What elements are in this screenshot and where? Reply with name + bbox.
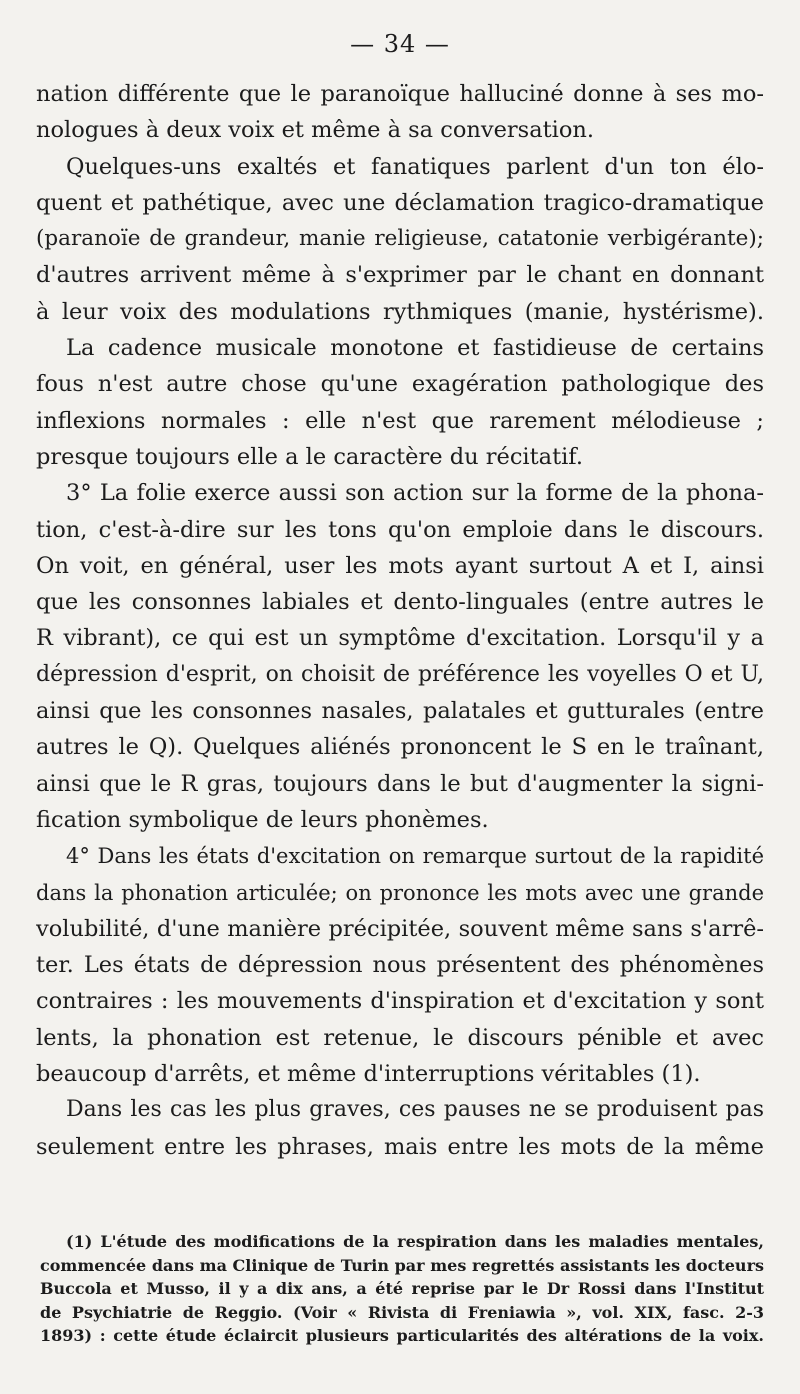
- text-line: ter. Les états de dépression nous présentent des phénomènes: [36, 952, 764, 979]
- text-line: ainsi que les consonnes nasales, palatales et gutturales (entre: [36, 698, 764, 725]
- text-line: dépression d'esprit, on choisit de préférence les voyelles O et U,: [36, 661, 764, 687]
- text-line: tion, c'est-à-dire sur les tons qu'on emploie dans le discours.: [36, 516, 764, 543]
- text-line: ainsi que le R gras, toujours dans le but d'augmenter la signi-: [36, 770, 764, 797]
- text-line: R vibrant), ce qui est un symptôme d'excitation. Lorsqu'il y a: [36, 625, 764, 652]
- text-line: La cadence musicale monotone et fastidieuse de certains: [66, 335, 764, 362]
- text-line: (paranoïe de grandeur, manie religieuse, catatonie verbigérante);: [36, 226, 764, 252]
- text-line: 3° La folie exerce aussi son action sur la forme de la phona-: [66, 480, 764, 507]
- text-line: dans la phonation articulée; on prononce les mots avec une grande: [36, 880, 764, 905]
- text-line: lents, la phonation est retenue, le discours pénible et avec: [36, 1024, 764, 1051]
- text-line: beaucoup d'arrêts, et même d'interruptions véritables (1).: [36, 1061, 701, 1088]
- text-line: d'autres arrivent même à s'exprimer par le chant en donnant: [36, 262, 764, 289]
- text-line: quent et pathétique, avec une déclamation tragico-dramatique: [36, 189, 764, 216]
- text-line: volubilité, d'une manière précipitée, souvent même sans s'arrê-: [36, 915, 764, 942]
- footnote-line: de Psychiatrie de Reggio. (Voir « Rivista di Freniawia », vol. XIX, fasc. 2-3: [40, 1302, 764, 1322]
- footnote-line: commencée dans ma Clinique de Turin par mes regrettés assistants les docteurs: [40, 1255, 764, 1275]
- text-line: seulement entre les phrases, mais entre les mots de la même: [36, 1133, 764, 1160]
- page-number: — 34 —: [350, 30, 450, 58]
- text-line: On voit, en général, user les mots ayant surtout A et I, ainsi: [36, 552, 764, 579]
- footnote: [40, 1230, 764, 1348]
- text-line: fication symbolique de leurs phonèmes.: [36, 806, 489, 833]
- footnote-line: Buccola et Musso, il y a dix ans, a été reprise par le Dr Rossi dans l'Institut: [40, 1279, 764, 1298]
- text-line: Quelques-uns exaltés et fanatiques parlent d'un ton élo-: [66, 153, 764, 180]
- footnote-line: (1) L'étude des modifications de la respiration dans les maladies mentales,: [66, 1232, 764, 1251]
- text-line: que les consonnes labiales et dento-linguales (entre autres le: [36, 589, 764, 616]
- footnote-line: 1893) : cette étude éclaircit plusieurs particularités des altérations de la voix.: [40, 1326, 764, 1345]
- body-text: [36, 76, 764, 1165]
- text-line: Dans les cas les plus graves, ces pauses ne se produisent pas: [66, 1097, 764, 1123]
- text-line: inflexions normales : elle n'est que rarement mélodieuse ;: [36, 407, 764, 434]
- text-line: fous n'est autre chose qu'une exagération pathologique des: [36, 371, 764, 398]
- text-line: autres le Q). Quelques aliénés prononcent le S en le traînant,: [36, 734, 764, 761]
- text-line: presque toujours elle a le caractère du récitatif.: [36, 443, 583, 470]
- text-line: à leur voix des modulations rythmiques (manie, hystérisme).: [36, 298, 764, 325]
- text-line: contraires : les mouvements d'inspiration et d'excitation y sont: [36, 988, 764, 1015]
- text-line: nation différente que le paranoïque halluciné donne à ses mo-: [36, 81, 764, 107]
- text-line: nologues à deux voix et même à sa conversation.: [36, 117, 595, 144]
- text-line: 4° Dans les états d'excitation on remarque surtout de la rapidité: [66, 844, 764, 869]
